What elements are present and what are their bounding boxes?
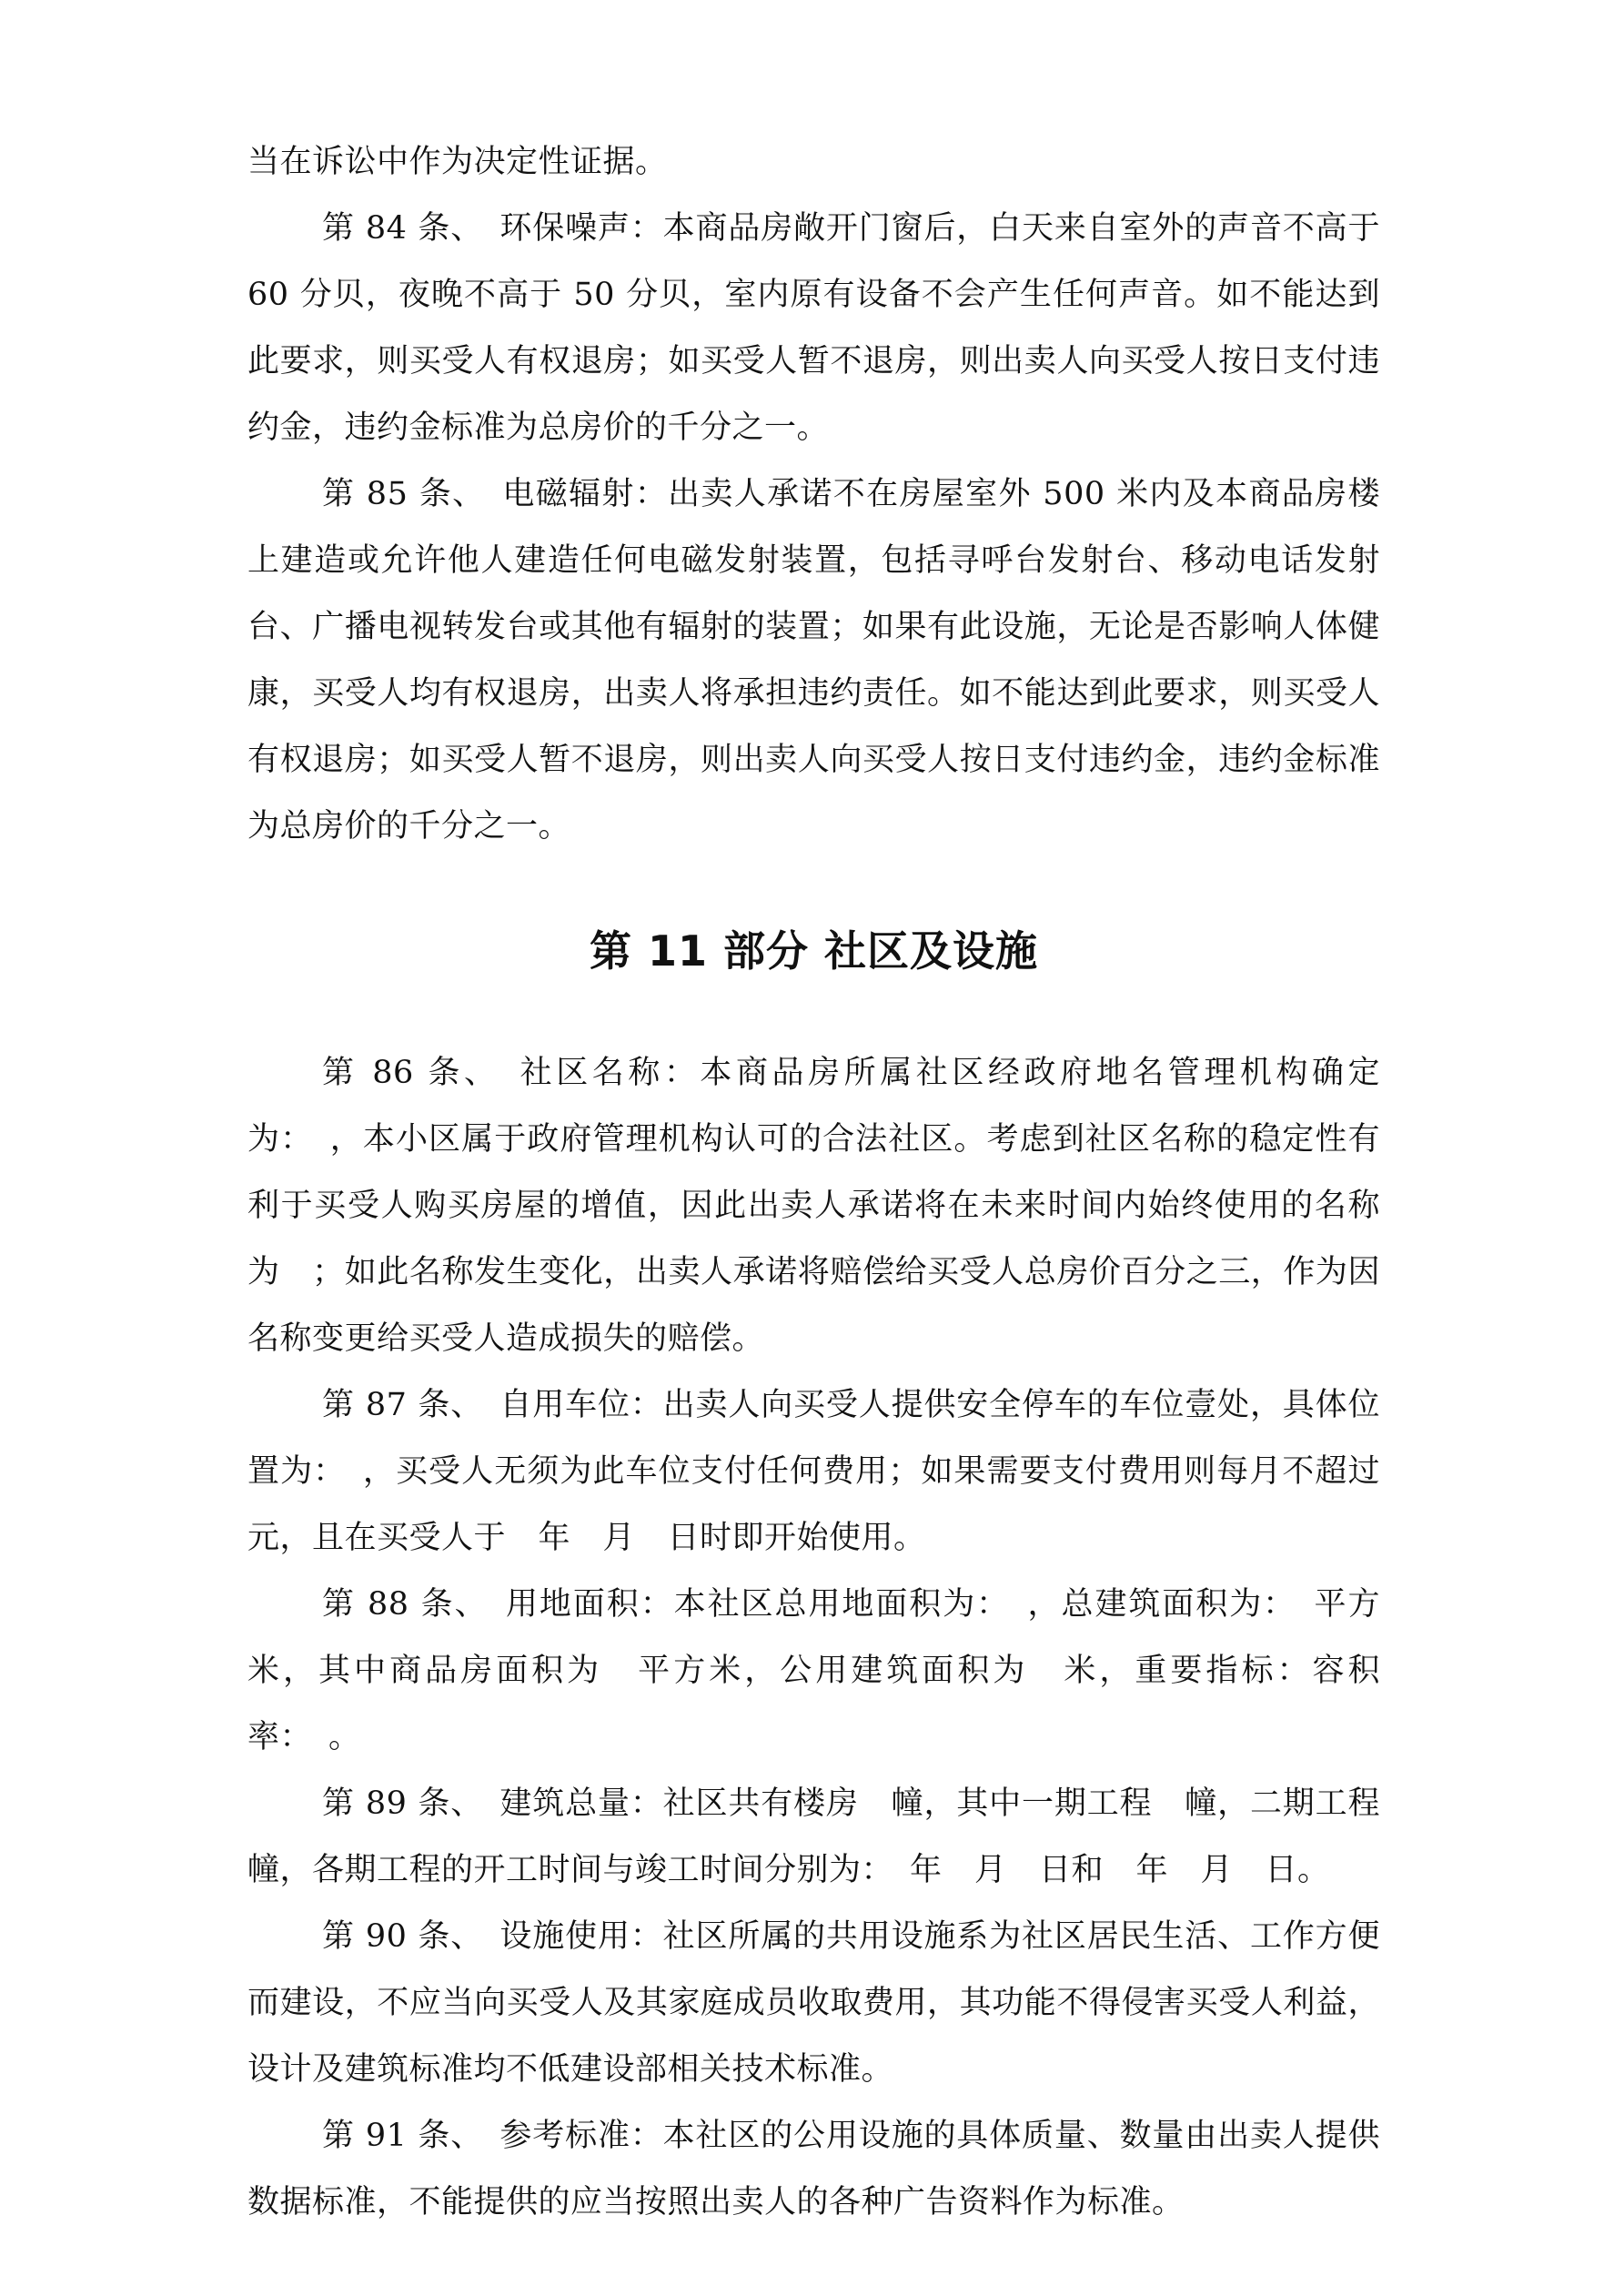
paragraph-article-86: 第 86 条、 社区名称：本商品房所属社区经政府地名管理机构确定为： ，本小区属于政府管理机构认可的合法社区。考虑到社区名称的稳定性有利于买受人购买房屋的增值，因此出卖人承诺将在未来时间内始终使用的名称为 ；如此名称发生变化，出卖人承诺将赔偿给买受人总房价百分之三，作为因名称变更给买受人造成损失的赔偿。 bbox=[247, 1055, 1380, 1357]
paragraph-article-87: 第 87 条、 自用车位：出卖人向买受人提供安全停车的车位壹处，具体位置为： ，买受人无须为此车位支付任何费用；如果需要支付费用则每月不超过元，且在买受人于 年 月 日时即开始使用。 bbox=[247, 1387, 1380, 1556]
document-body bbox=[247, 129, 1413, 2236]
paragraph-continuation: 当在诉讼中作为决定性证据。 bbox=[247, 144, 668, 180]
section-heading: 第 11 部分 社区及设施 bbox=[589, 926, 1039, 976]
paragraph-article-91: 第 91 条、 参考标准：本社区的公用设施的具体质量、数量由出卖人提供数据标准，不能提供的应当按照出卖人的各种广告资料作为标准。 bbox=[247, 2118, 1380, 2220]
paragraph-article-89: 第 89 条、 建筑总量：社区共有楼房 幢，其中一期工程 幢，二期工程 幢，各期工程的开工时间与竣工时间分别为： 年 月 日和 年 月 日。 bbox=[247, 1785, 1413, 1888]
paragraph-article-85: 第 85 条、 电磁辐射：出卖人承诺不在房屋室外 500 米内及本商品房楼上建造或允许他人建造任何电磁发射装置，包括寻呼台发射台、移动电话发射台、广播电视转发台或其他有辐射的装置；如果有此设施，无论是否影响人体健康，买受人均有权退房，出卖人将承担违约责任。如不能达到此要求，则买受人有权退房；如买受人暂不退房，则出卖人向买受人按日支付违约金，违约金标准为总房价的千分之一。 bbox=[247, 476, 1380, 845]
paragraph-article-84: 第 84 条、 环保噪声：本商品房敞开门窗后，白天来自室外的声音不高于 60 分贝，夜晚不高于 50 分贝，室内原有设备不会产生任何声音。如不能达到此要求，则买受人有权退房；如买受人暂不退房，则出卖人向买受人按日支付违约金，违约金标准为总房价的千分之一。 bbox=[247, 210, 1380, 446]
paragraph-article-90: 第 90 条、 设施使用：社区所属的共用设施系为社区居民生活、工作方便而建设，不应当向买受人及其家庭成员收取费用，其功能不得侵害买受人利益，设计及建筑标准均不低建设部相关技术标准。 bbox=[247, 1918, 1380, 2088]
paragraph-article-88: 第 88 条、 用地面积：本社区总用地面积为： ，总建筑面积为： 平方米，其中商品房面积为 平方米，公用建筑面积为 米，重要指标：容积率： 。 bbox=[247, 1586, 1380, 1755]
